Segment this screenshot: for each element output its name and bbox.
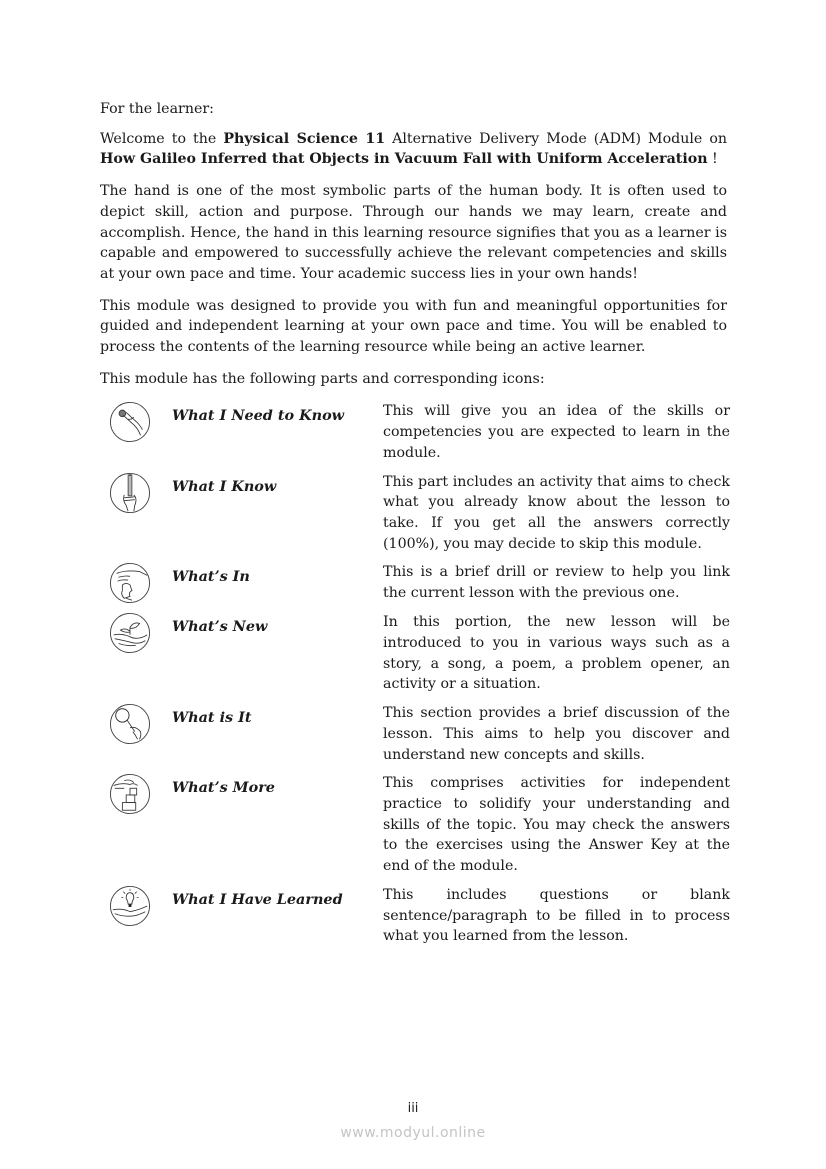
part-row: [103, 612, 730, 703]
module-title: How Galileo Inferred that Objects in Vacuum Fall with Uniform Acceleration: [100, 151, 708, 168]
hand-pointing-icon: [109, 401, 151, 443]
part-description: This section provides a brief discussion of the lesson. This aims to help you discover and understand new concepts and skills.: [383, 705, 730, 763]
page-number: iii: [407, 1101, 419, 1116]
hand-stacking-blocks-icon: [109, 773, 151, 815]
hand-paragraph: The hand is one of the most symbolic parts of the human body. It is often used to depict skill, action and purpose. Through our hands we may learn, create and accomplish. Hence, the hand in this learning resource signifies that you as a learner is capable and empowered to successfully achieve the relevant competencies and skills at your own pace and time. Your academic success lies in your own hands!: [100, 183, 727, 282]
part-row: [103, 885, 730, 955]
part-description: This comprises activities for independent practice to solidify your understanding and skills of the topic. You may check the answers to the exercises using the Answer Key at the end of the module.: [383, 775, 730, 875]
welcome-paragraph: [100, 129, 727, 170]
part-description: In this portion, the new lesson will be introduced to you in various ways such as a story, a song, a poem, a problem opener, an activity or a situation.: [383, 614, 730, 693]
hand-lightbulb-icon: [109, 885, 151, 927]
welcome-prefix: Welcome to the: [100, 130, 224, 147]
subject-name: Physical Science 11: [223, 130, 386, 147]
hand-magnifier-icon: [109, 703, 151, 745]
part-label: What I Need to Know: [171, 407, 345, 425]
part-label: What’s New: [171, 618, 268, 636]
welcome-middle: Alternative Delivery Mode (ADM) Module on: [385, 130, 728, 147]
parts-lead: This module has the following parts and corresponding icons:: [100, 370, 545, 387]
part-description: This will give you an idea of the skills or competencies you are expected to learn in the module.: [383, 403, 730, 461]
part-row: [103, 401, 730, 471]
part-row: [103, 703, 730, 773]
hand-holding-pencil-icon: [109, 472, 151, 514]
part-row: [103, 472, 730, 563]
part-description: This part includes an activity that aims to check what you already know about the lesson to take. If you get all the answers correctly (100%), you may decide to skip this module.: [383, 473, 730, 552]
watermark: www.modyul.online: [340, 1125, 486, 1141]
part-row: [103, 562, 730, 612]
part-label: What I Have Learned: [171, 890, 343, 908]
part-label: What’s More: [171, 779, 275, 797]
welcome-suffix: !: [707, 151, 718, 168]
part-description: This includes questions or blank sentence/paragraph to be filled in to process what you learned from the lesson.: [383, 886, 730, 945]
part-label: What I Know: [171, 477, 277, 495]
part-row: [103, 773, 730, 885]
part-label: What is It: [171, 709, 252, 727]
module-paragraph: This module was designed to provide you with fun and meaningful opportunities for guided and independent learning at your own pace and time. You will be enabled to process the contents of the learning resource while being an active learner.: [100, 297, 727, 356]
module-page: [100, 99, 730, 955]
part-label: What’s In: [171, 568, 250, 586]
hand-sprout-icon: [109, 612, 151, 654]
part-description: This is a brief drill or review to help you link the current lesson with the previous one.: [383, 564, 730, 602]
hand-puzzle-icon: [109, 562, 151, 604]
greeting: For the learner:: [100, 101, 214, 117]
parts-table: [103, 401, 730, 954]
